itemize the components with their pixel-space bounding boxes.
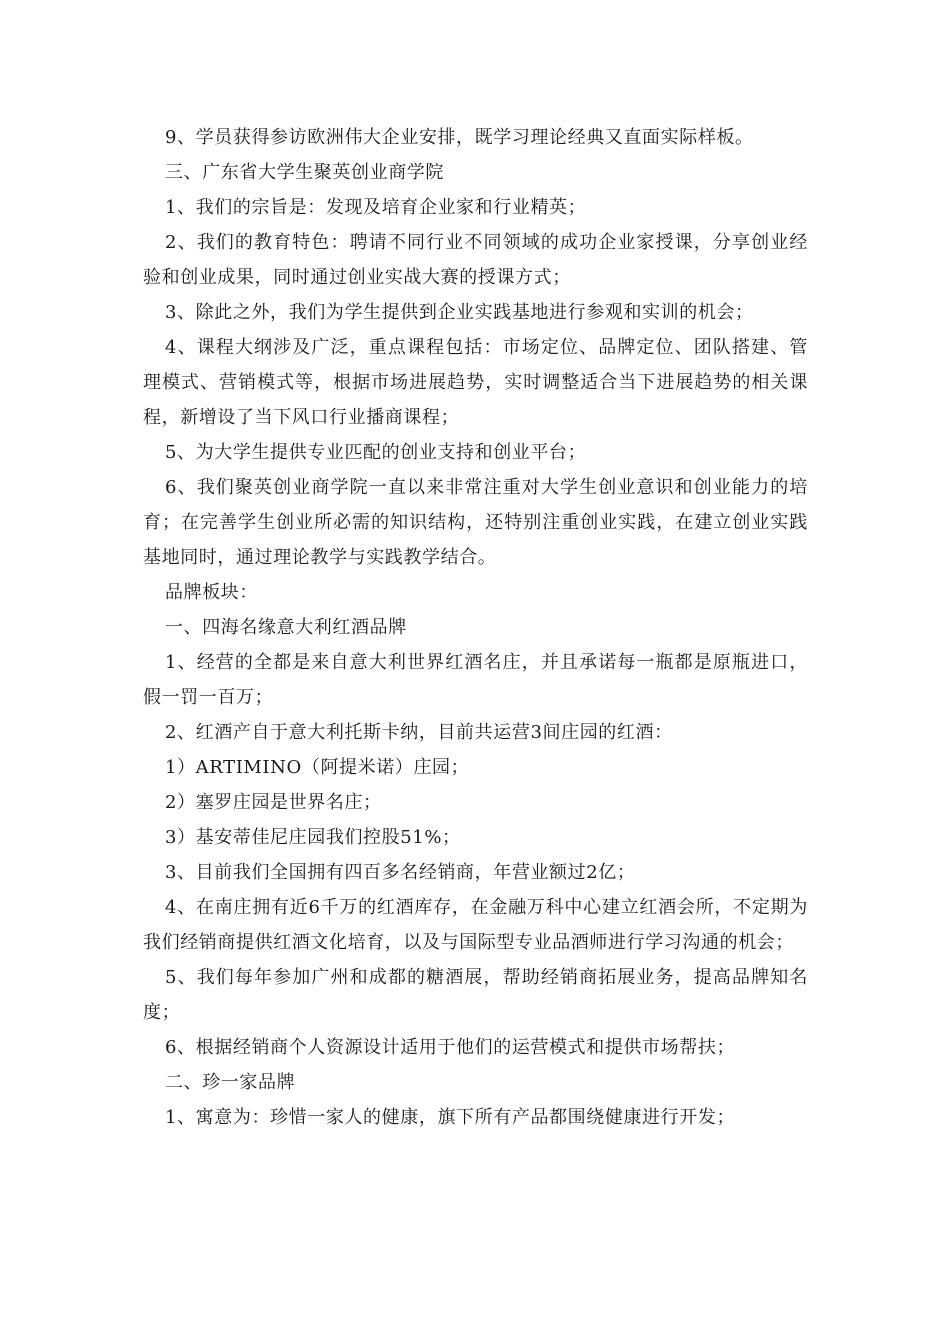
paragraph: 6、根据经销商个人资源设计适用于他们的运营模式和提供市场帮扶； — [165, 1037, 736, 1058]
paragraph: 1、经营的全都是来自意大利世界红酒名庄，并且承诺每一瓶都是原瓶进口，假一罚一百万； — [143, 652, 808, 708]
paragraph: 4、课程大纲涉及广泛，重点课程包括：市场定位、品牌定位、团队搭建、管理模式、营销模式等，根据市场进展趋势，实时调整适合当下进展趋势的相关课程，新增设了当下风口行业播商课程； — [143, 337, 808, 428]
paragraph: 1、寓意为：珍惜一家人的健康，旗下所有产品都围绕健康进行开发； — [165, 1107, 736, 1128]
paragraph: 5、我们每年参加广州和成都的糖酒展，帮助经销商拓展业务，提高品牌知名度； — [143, 967, 808, 1023]
paragraph: 5、为大学生提供专业匹配的创业支持和创业平台； — [165, 442, 587, 463]
section-heading: 一、四海名缘意大利红酒品牌 — [165, 617, 407, 638]
paragraph: 2、我们的教育特色：聘请不同行业不同领域的成功企业家授课，分享创业经验和创业成果，同时通过创业实战大赛的授课方式； — [143, 232, 808, 288]
paragraph: 6、我们聚英创业商学院一直以来非常注重对大学生创业意识和创业能力的培育；在完善学生创业所必需的知识结构，还特别注重创业实践，在建立创业实践基地同时，通过理论教学与实践教学结合。 — [143, 477, 808, 568]
list-item: 2）塞罗庄园是世界名庄； — [165, 792, 382, 813]
list-item: 3）基安蒂佳尼庄园我们控股51%； — [165, 827, 461, 848]
document-body — [143, 120, 808, 1135]
section-heading: 品牌板块： — [165, 582, 258, 603]
list-item: 1）ARTIMINO（阿提米诺）庄园； — [165, 757, 470, 778]
paragraph: 3、目前我们全国拥有四百多名经销商，年营业额过2亿； — [165, 862, 636, 883]
paragraph: 2、红酒产自于意大利托斯卡纳，目前共运营3间庄园的红酒： — [165, 722, 673, 743]
section-heading: 二、珍一家品牌 — [165, 1072, 296, 1093]
paragraph: 1、我们的宗旨是：发现及培育企业家和行业精英； — [165, 197, 587, 218]
section-heading: 三、广东省大学生聚英创业商学院 — [165, 162, 444, 183]
paragraph: 9、学员获得参访欧洲伟大企业安排，既学习理论经典又直面实际样板。 — [165, 127, 754, 148]
paragraph: 3、除此之外，我们为学生提供到企业实践基地进行参观和实训的机会； — [165, 302, 754, 323]
paragraph: 4、在南庄拥有近6千万的红酒库存，在金融万科中心建立红酒会所，不定期为我们经销商提供红酒文化培育，以及与国际型专业品酒师进行学习沟通的机会； — [143, 897, 808, 953]
